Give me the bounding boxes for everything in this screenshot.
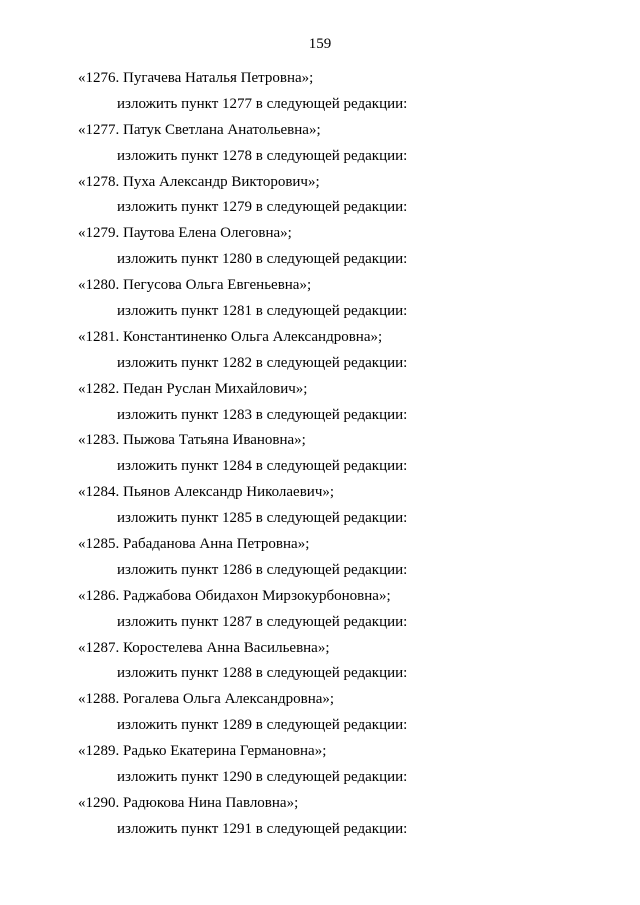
instruction-line: изложить пункт 1285 в следующей редакции: [117, 510, 408, 527]
entry-line: «1288. Рогалева Ольга Александровна»; [78, 691, 335, 708]
instruction-line: изложить пункт 1291 в следующей редакции: [117, 820, 408, 837]
page-number: 159 [308, 36, 332, 52]
instruction-line: изложить пункт 1278 в следующей редакции: [117, 147, 408, 164]
instruction-line: изложить пункт 1289 в следующей редакции: [117, 717, 408, 734]
instruction-line: изложить пункт 1290 в следующей редакции: [117, 769, 408, 786]
instruction-line: изложить пункт 1288 в следующей редакции: [117, 665, 408, 682]
instruction-line: изложить пункт 1287 в следующей редакции: [117, 613, 408, 630]
entry-line: «1280. Пегусова Ольга Евгеньевна»; [78, 277, 312, 294]
instruction-line: изложить пункт 1279 в следующей редакции: [117, 199, 408, 216]
entry-line: «1282. Педан Руслан Михайлович»; [78, 380, 308, 397]
instruction-line: изложить пункт 1280 в следующей редакции: [117, 251, 408, 268]
entry-line: «1276. Пугачева Наталья Петровна»; [78, 70, 314, 86]
entry-line: «1285. Рабаданова Анна Петровна»; [78, 536, 310, 553]
instruction-line: изложить пункт 1286 в следующей редакции: [117, 561, 408, 578]
entry-line: «1286. Раджабова Обидахон Мирзокурбоновна»; [78, 587, 391, 604]
entry-line: «1284. Пьянов Александр Николаевич»; [78, 484, 335, 501]
entry-line: «1287. Коростелева Анна Васильевна»; [78, 639, 330, 656]
entry-line: «1278. Пуха Александр Викторович»; [78, 173, 320, 190]
entry-line: «1281. Константиненко Ольга Александровна»; [78, 328, 383, 345]
entry-line: «1279. Паутова Елена Олеговна»; [78, 225, 292, 242]
instruction-line: изложить пункт 1277 в следующей редакции: [117, 95, 408, 112]
entry-line: «1277. Патук Светлана Анатольевна»; [78, 121, 321, 138]
instruction-line: изложить пункт 1284 в следующей редакции: [117, 458, 408, 475]
entry-line: «1289. Радько Екатерина Германовна»; [78, 743, 327, 760]
instruction-line: изложить пункт 1282 в следующей редакции: [117, 354, 408, 371]
instruction-line: изложить пункт 1281 в следующей редакции: [117, 303, 408, 320]
instruction-line: изложить пункт 1283 в следующей редакции: [117, 406, 408, 423]
entry-line: «1290. Радюкова Нина Павловна»; [78, 794, 299, 811]
document-body [0, 66, 640, 843]
entry-line: «1283. Пыжова Татьяна Ивановна»; [78, 432, 306, 449]
